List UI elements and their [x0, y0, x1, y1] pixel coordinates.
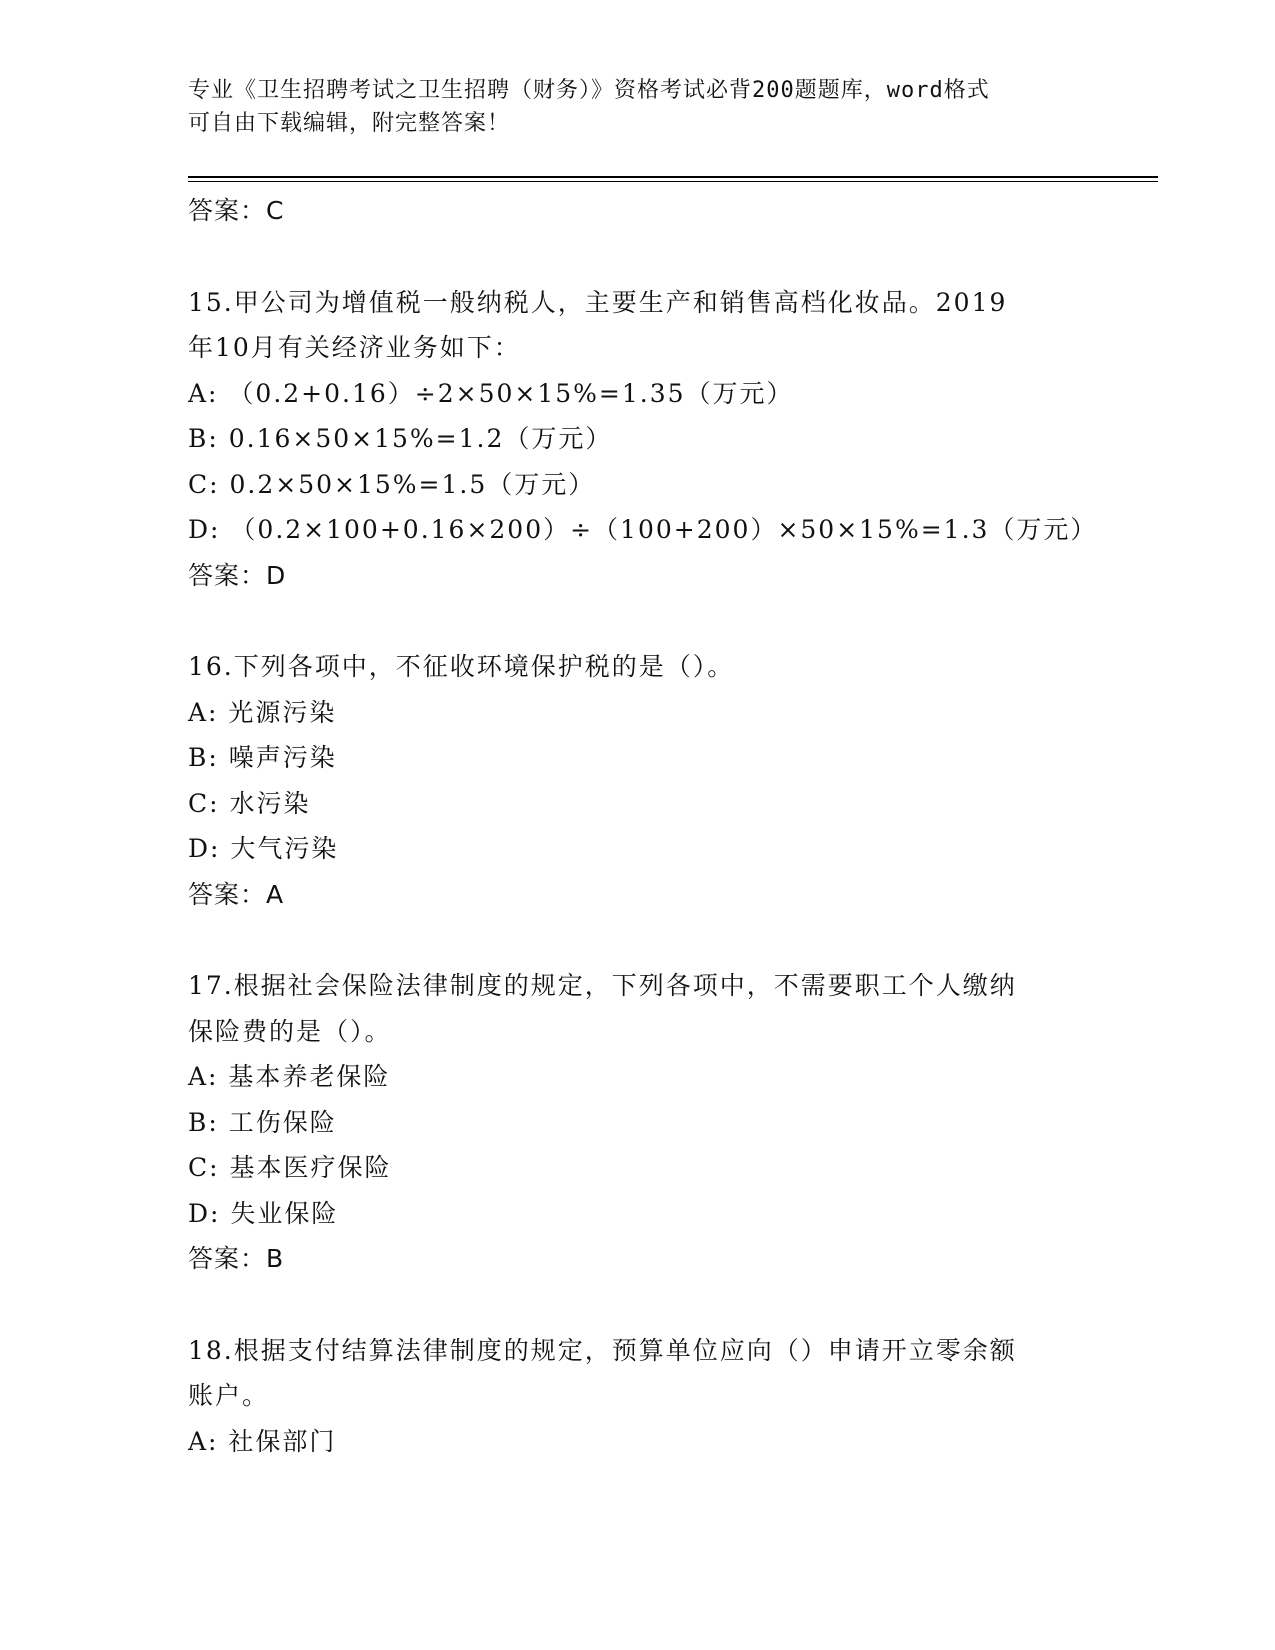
question-15-option-c: C: 0.2×50×15%=1.5（万元） — [188, 469, 596, 499]
answer-14: 答案：C — [188, 196, 285, 225]
question-15-option-a: A: （0.2+0.16）÷2×50×15%=1.35（万元） — [188, 378, 794, 408]
question-17-option-b: B: 工伤保险 — [188, 1107, 337, 1137]
question-18-stem-1: 18.根据支付结算法律制度的规定，预算单位应向（）申请开立零余额 — [188, 1335, 1017, 1365]
question-16-option-b: B: 噪声污染 — [188, 743, 337, 772]
question-16-stem-1: 16.下列各项中，不征收环境保护税的是（）。 — [188, 652, 735, 681]
question-17-stem-2: 保险费的是（）。 — [188, 1016, 392, 1046]
question-15-option-d: D: （0.2×100+0.16×200）÷（100+200）×50×15%=1.3（万元） — [188, 515, 1098, 544]
answer-15: 答案：D — [188, 560, 287, 590]
question-15-stem-2: 年10月有关经济业务如下： — [188, 333, 521, 362]
question-18-stem-2: 账户。 — [188, 1381, 270, 1410]
question-18-option-a: A: 社保部门 — [188, 1426, 337, 1456]
question-15 — [188, 280, 1098, 599]
question-15-option-b: B: 0.16×50×15%=1.2（万元） — [188, 424, 613, 453]
question-16-option-d: D: 大气污染 — [188, 834, 339, 863]
question-18 — [188, 1328, 1088, 1465]
header-rule-thick — [188, 176, 1158, 178]
question-list — [188, 188, 1098, 1464]
question-17-option-c: C: 基本医疗保险 — [188, 1153, 392, 1182]
document-header — [188, 74, 1068, 140]
header-line-1: 专业《卫生招聘考试之卫生招聘（财务）》资格考试必背200题题库，word格式 — [188, 78, 990, 103]
question-17-option-a: A: 基本养老保险 — [188, 1062, 391, 1091]
question-16-option-c: C: 水污染 — [188, 788, 311, 818]
question-15-stem-1: 15.甲公司为增值税一般纳税人，主要生产和销售高档化妆品。2019 — [188, 287, 1008, 317]
answer-17: 答案：B — [188, 1244, 285, 1273]
header-line-2: 可自由下载编辑，附完整答案！ — [188, 111, 511, 136]
question-17-option-d: D: 失业保险 — [188, 1198, 339, 1228]
answer-16: 答案：A — [188, 879, 285, 909]
question-17-stem-1: 17.根据社会保险法律制度的规定，下列各项中，不需要职工个人缴纳 — [188, 971, 1017, 1000]
question-16-option-a: A: 光源污染 — [188, 697, 337, 727]
question-16 — [188, 644, 1088, 917]
question-17 — [188, 963, 1088, 1282]
header-rule-thin — [188, 181, 1158, 182]
